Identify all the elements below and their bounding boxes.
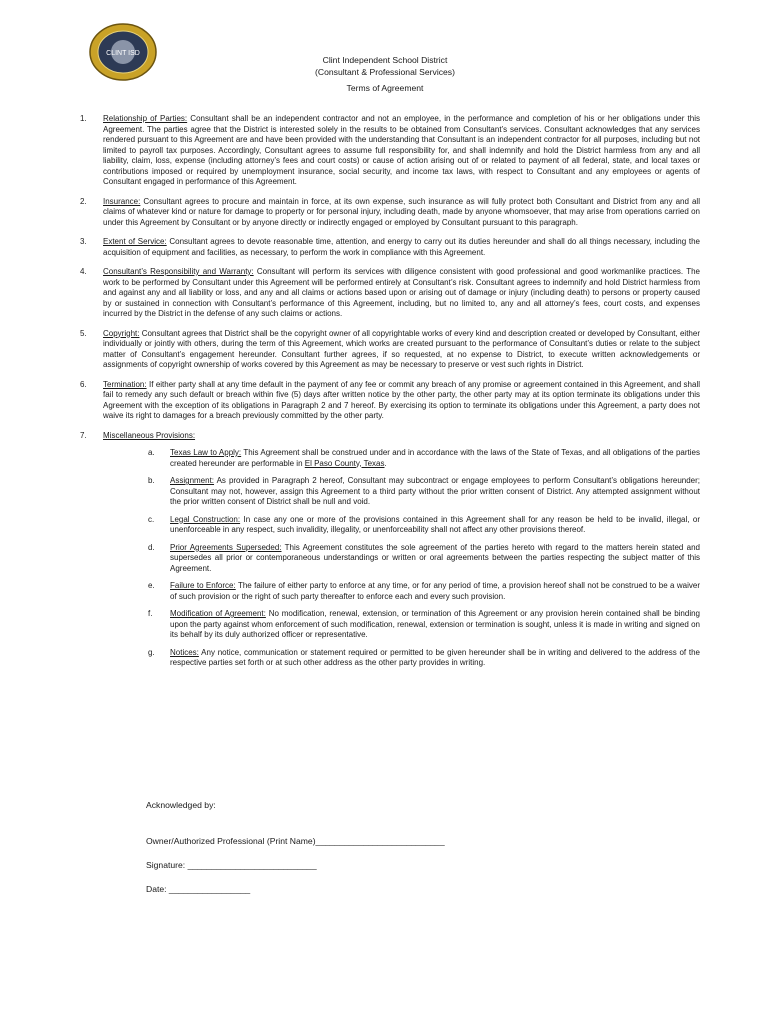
sub-letter: a.	[148, 448, 155, 457]
sub-body	[170, 648, 700, 669]
term-text: If either party shall at any time default in the payment of any fee or commit any breach of any promise or agreement contained in this Agreement, and shall fail to remedy any such default or breach within five (5) days after written notice by the other party, the other party may at its option terminate its obligations under this Agreement with the exception of its obligations in Paragraph 2 and 7 hereof. By exercising its option to terminate its obligations under this Agreement, a party does not waive its right to damages for a breach previously committed by the other party.	[103, 379, 700, 420]
sub-letter: c.	[148, 514, 155, 524]
term-text: Consultant agrees to devote reasonable time, attention, and energy to carry out its duties hereunder and shall do all things necessary, including the acquisition of equipment and facilities, as necessary, to perform the work in compliance with this Agreement.	[103, 237, 700, 257]
term-body	[103, 380, 700, 422]
sub-body	[170, 581, 700, 602]
term-number: 1.	[80, 114, 87, 123]
sub-text: In case any one or more of the provisions contained in this Agreement shall for any reason be held to be invalid, illegal, or unenforceable in any respect, such invalidity, illegality, or unenforceability shall not affect any other provisions thereof.	[170, 514, 700, 534]
term-item	[80, 267, 700, 320]
sub-title: Legal Construction:	[170, 514, 241, 524]
terms-list	[80, 114, 700, 685]
term-item	[80, 237, 700, 258]
term-title: Insurance:	[103, 196, 141, 206]
term-text: Consultant will perform its services with diligence consistent with good professional and good workmanlike practices. The work to be performed by Consultant under this Agreement will be performed entirely at Consultant’s risk. Consultant agrees to indemnify and hold District harmless from and against any and all liability or loss, and any and all claims or actions based upon or arising out of damage or injury (including death) to persons or property caused by or sustained in connection with Consultant’s performance of this Agreement, including, but no limited to, any and all attorney’s fees, court costs, and expenses incurred by the District in the defense of any such claims or actions.	[103, 267, 701, 318]
sub-provision	[148, 648, 700, 669]
term-number: 2.	[80, 196, 87, 206]
term-item	[80, 114, 700, 188]
sub-title: Modification of Agreement:	[170, 609, 266, 618]
term-item	[80, 197, 700, 229]
sub-body	[170, 448, 700, 469]
sub-text: This Agreement constitutes the sole agreement of the parties hereto with regard to the matters herein stated and supersedes all prior or contemporaneous understandings or written or oral agreements between the parties respecting the subject matter of this Agreement.	[170, 542, 700, 573]
document-title: Terms of Agreement	[346, 83, 424, 93]
sub-body	[170, 515, 700, 536]
sub-title: Prior Agreements Superseded:	[170, 542, 282, 552]
sub-body	[170, 476, 700, 508]
term-body	[103, 267, 700, 320]
term-title: Relationship of Parties:	[103, 114, 188, 123]
term-body	[103, 431, 700, 676]
document-subtitle: (Consultant & Professional Services)	[315, 67, 455, 77]
signature-field[interactable]: Signature: ___________________________	[146, 860, 317, 870]
acknowledged-label: Acknowledged by:	[146, 800, 216, 810]
sub-letter: e.	[148, 581, 155, 590]
sub-text: As provided in Paragraph 2 hereof, Consultant may subcontract or engage employees to perform Consultant’s obligations hereunder; Consultant may not, however, assign this Agreement to a third party without the prior written consent of District. Any attempted assignment without the prior written consent of District shall be null and void.	[170, 476, 700, 506]
term-number: 7.	[80, 430, 87, 440]
sub-title: Failure to Enforce:	[170, 581, 236, 590]
term-text: Consultant agrees that District shall be the copyright owner of all copyrightable works of every kind and description created or developed by Consultant, either individually or jointly with others, during the term of this Agreement, which works are created pursuant to the performance of Consultant’s duties or relate to the subject matter of Consultant’s engagement hereunder. Consultant further agrees, if so requested, at no expense to District, to execute written acknowledgements or assignments of copyright ownership of works covered by this Agreement as may be necessary to preserve or vest such rights in District.	[103, 328, 700, 369]
term-item	[80, 380, 700, 422]
term-title: Termination:	[103, 379, 147, 389]
term-number: 5.	[80, 328, 87, 338]
term-item	[80, 329, 700, 371]
sub-body	[170, 543, 700, 575]
sub-letter: f.	[148, 609, 153, 618]
sub-title: Notices:	[170, 647, 199, 657]
term-text: Consultant shall be an independent contractor and not an employee, in the performance and completion of his or her obligations under this Agreement. The parties agree that the District is interested solely in the results to be obtained from Consultant’s services. Consultant acknowledges that any services rendered pursuant to this Agreement are and have been provided with the understanding that Consultant is an independent contractor for all purposes, including but not limited to payroll tax purposes. Accordingly, Consultant agrees to assume full responsibility for, and shall indemnify and hold the District harmless from any and all liability, claim, loss, expense (including attorney’s fees and court costs) or cause of action arising out of or related to payment of all federal, state, and local taxes or contributions imposed or required by unemployment insurance, social security, and income tax laws, with respect to Consultant and any employees or agents of Consultant engaged in performance of this Agreement.	[103, 114, 701, 186]
term-title: Consultant’s Responsibility and Warranty:	[103, 267, 254, 276]
sub-provision	[148, 515, 700, 536]
term-number: 3.	[80, 237, 87, 246]
term-body	[103, 197, 700, 229]
term-number: 4.	[80, 267, 87, 276]
sub-letter: g.	[148, 647, 155, 657]
sub-text: This Agreement shall be construed under and in accordance with the laws of the State of Texas, and all obligations of the parties created hereunder are performable in	[170, 448, 700, 468]
sub-provisions	[148, 448, 700, 669]
term-body	[103, 329, 700, 371]
sub-letter: b.	[148, 476, 155, 485]
term-text: Consultant agrees to procure and maintain in force, at its own expense, such insurance as will fully protect both Consultant and District from any and all claims of whatever kind or nature for damage to property or for personal injury, including death, made by anyone whomsoever, that may arise from operations carried on under this Agreement by Consultant or by anyone directly or indirectly engaged or employed by Consultant pursuant to this paragraph.	[103, 196, 700, 227]
sub-body	[170, 609, 700, 641]
term-body	[103, 114, 700, 188]
sub-provision	[148, 476, 700, 508]
term-title: Extent of Service:	[103, 237, 167, 246]
sub-provision	[148, 543, 700, 575]
sub-title: Texas Law to Apply:	[170, 448, 242, 457]
district-name: Clint Independent School District	[322, 55, 448, 65]
sub-underlined-text: El Paso County, Texas	[304, 458, 385, 468]
owner-name-field[interactable]: Owner/Authorized Professional (Print Name)___________________________	[146, 836, 445, 846]
sub-tail: .	[384, 458, 387, 468]
term-title: Copyright:	[103, 328, 140, 338]
seal-text: CLINT ISD	[106, 50, 140, 57]
sub-title: Assignment:	[170, 476, 215, 485]
term-body	[103, 237, 700, 258]
sub-text: Any notice, communication or statement required or permitted to be given hereunder shall be in writing and delivered to the address of the respective parties set forth or at such other address as the other party provides in writing.	[170, 647, 700, 667]
date-field[interactable]: Date: _________________	[146, 884, 251, 894]
term-item	[80, 431, 700, 676]
term-title: Miscellaneous Provisions:	[103, 430, 196, 440]
sub-letter: d.	[148, 542, 155, 552]
sub-text: No modification, renewal, extension, or termination of this Agreement or any provision herein contained shall be binding upon the party against whom enforcement of such modification, renewal, extension or termination is sought, unless it is made in writing and signed on its behalf by its duly authorized officer or representative.	[170, 609, 701, 639]
sub-provision	[148, 609, 700, 641]
sub-text: The failure of either party to enforce at any time, or for any period of time, a provision hereof shall not be construed to be a waiver of such provision or the right of such party thereafter to enforce each and every such provision.	[170, 581, 701, 601]
sub-provision	[148, 448, 700, 469]
term-number: 6.	[80, 379, 87, 389]
sub-provision	[148, 581, 700, 602]
